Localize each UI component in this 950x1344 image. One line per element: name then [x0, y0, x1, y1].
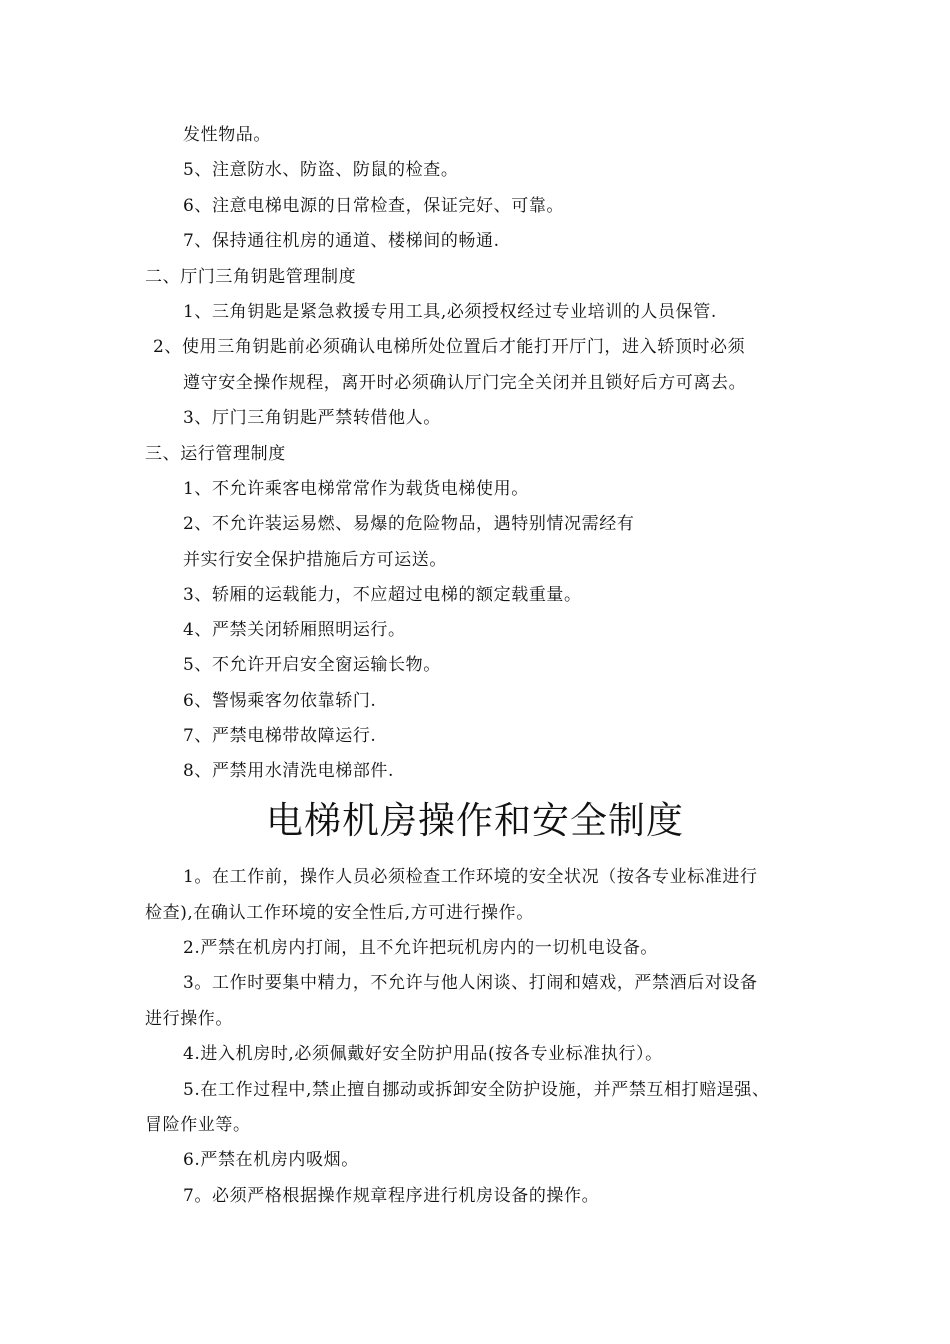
rule-item: 5.在工作过程中,禁止擅自挪动或拆卸安全防护设施，并严禁互相打赔逞强、	[183, 1080, 770, 1100]
list-item: 2、不允许装运易燃、易爆的危险物品，遇特别情况需经有	[183, 514, 635, 534]
paragraph-line: 检查),在确认工作环境的安全性后,方可进行操作。	[145, 903, 534, 923]
list-item: 1、三角钥匙是紧急救援专用工具,必须授权经过专业培训的人员保管.	[183, 302, 717, 322]
paragraph-line: 遵守安全操作规程，离开时必须确认厅门完全关闭并且锁好后方可离去。	[183, 373, 747, 393]
rule-item: 2.严禁在机房内打闹，且不允许把玩机房内的一切机电设备。	[183, 938, 659, 958]
paragraph-line: 进行操作。	[145, 1009, 233, 1029]
list-item: 8、严禁用水清洗电梯部件.	[183, 761, 395, 781]
list-item: 1、不允许乘客电梯常常作为载货电梯使用。	[183, 479, 529, 499]
list-item: 3、轿厢的运载能力，不应超过电梯的额定载重量。	[183, 585, 582, 605]
section-heading: 三、运行管理制度	[145, 444, 286, 464]
rule-item: 6.严禁在机房内吸烟。	[183, 1150, 359, 1170]
list-item: 7、严禁电梯带故障运行.	[183, 726, 377, 746]
rule-item: 7。必须严格根据操作规章程序进行机房设备的操作。	[183, 1186, 600, 1206]
list-item: 7、保持通往机房的通道、楼梯间的畅通.	[183, 231, 500, 251]
rule-item: 1。在工作前，操作人员必须检查工作环境的安全状况（按各专业标准进行	[183, 867, 758, 887]
list-item: 6、警惕乘客勿依靠轿门.	[183, 691, 377, 711]
list-item: 6、注意电梯电源的日常检查，保证完好、可靠。	[183, 196, 565, 216]
paragraph-line: 并实行安全保护措施后方可运送。	[183, 550, 447, 570]
paragraph-line: 冒险作业等。	[145, 1115, 251, 1135]
list-item: 3、厅门三角钥匙严禁转借他人。	[183, 408, 441, 428]
section-heading: 二、厅门三角钥匙管理制度	[145, 267, 357, 287]
list-item: 2、使用三角钥匙前必须确认电梯所处位置后才能打开厅门，进入轿顶时必须	[153, 337, 746, 357]
list-item: 5、注意防水、防盗、防鼠的检查。	[183, 160, 459, 180]
page-title: 电梯机房操作和安全制度	[266, 799, 684, 842]
paragraph-line: 发性物品。	[183, 125, 271, 145]
rule-item: 4.进入机房时,必须佩戴好安全防护用品(按各专业标准执行）。	[183, 1044, 663, 1064]
list-item: 4、严禁关闭轿厢照明运行。	[183, 620, 406, 640]
list-item: 5、不允许开启安全窗运输长物。	[183, 655, 441, 675]
rule-item: 3。工作时要集中精力，不允许与他人闲谈、打闹和嬉戏，严禁酒后对设备	[183, 973, 758, 993]
